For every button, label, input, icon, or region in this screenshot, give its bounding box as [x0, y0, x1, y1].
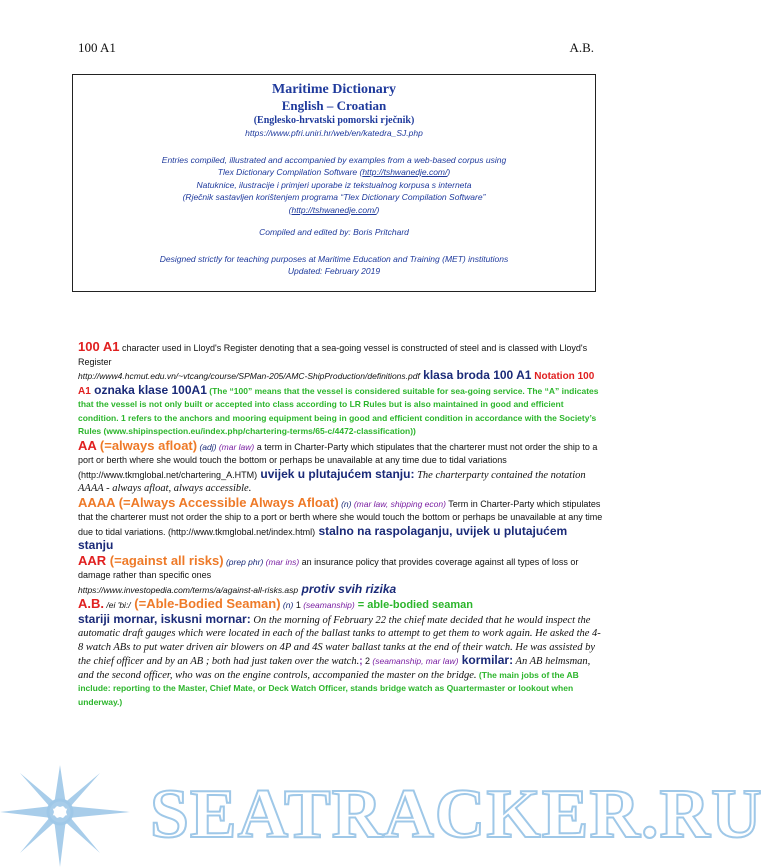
- sense-separator: ;: [359, 656, 363, 667]
- headword: A.B.: [78, 596, 104, 611]
- watermark: [0, 745, 763, 867]
- expansion: (=Always Accessible Always Afloat): [115, 494, 339, 510]
- title-box: [72, 74, 596, 292]
- tlex-link[interactable]: http://tshwanedje.com/: [362, 167, 448, 177]
- dictionary-subtitle-hr: (Englesko-hrvatski pomorski rječnik): [253, 115, 415, 126]
- sense-number-1: 1: [293, 600, 301, 610]
- intro-line-4: (Rječnik sastavljen korištenjem programa “Tlex Dictionary Compilation Software”: [182, 192, 486, 202]
- pronunciation: /ei 'bi:/: [104, 600, 131, 610]
- part-of-speech: (n): [338, 498, 352, 509]
- translation: klasa broda 100 A1: [419, 368, 532, 382]
- example-1: On the morning of February 22 the chief mate decided that he would inspect the automatic draft gauges which were located in each of the ballast tanks to attempt to get them to work again. He asked the 4-8 watch ABs to put water driven air blowers on 4P and 4S water ballast tanks at the end of their watch. He was assisted by the chief officer and by an AB ; both had just taken over the watch.: [78, 614, 601, 667]
- definition: an insurance policy that provides coverage against all types of loss or damage rather than specific ones: [78, 556, 579, 580]
- entry-ab: [78, 597, 604, 709]
- translation-2: oznaka klase 100A1: [90, 382, 207, 397]
- tlex-link-2[interactable]: http://tshwanedje.com/: [291, 204, 377, 215]
- updated-date: Updated: February 2019: [287, 266, 381, 276]
- source-url[interactable]: https://www.investopedia.com/terms/a/against-all-risks.asp: [78, 584, 299, 595]
- sense-number-2: 2: [362, 656, 371, 666]
- expansion: (=Able-Bodied Seaman): [130, 596, 281, 611]
- running-header-left: 100 A1: [78, 40, 116, 55]
- department-url[interactable]: https://www.pfri.uniri.hr/web/en/katedra_SJ.php: [245, 128, 423, 138]
- definition: Term in Charter-Party which stipulates that the charterer must not order the ship to a port or berth where she would touch the bottom or perhaps be unavailable at any time due to tidal variations. (http://www.tkmglobal.net/index.html): [78, 498, 603, 537]
- part-of-speech: (adj): [197, 441, 217, 452]
- field-label: (mar law): [216, 441, 255, 452]
- intro-line-5: (http://tshwanedje.com/): [288, 204, 380, 215]
- usage-note: (The “100” means that the vessel is considered suitable for sea-going service. The “A” indicates that the vessel is not only built or accepted into class according to LR Rules but is also maintained in good and efficient condition. 1 refers to the anchors and mooring equipment being in good and efficient condition in accordance with the Society’s Rules (www.shipinspection.eu/index.php/chartering-terms/65-c/4472-classification)): [78, 385, 599, 436]
- entry-100-a1: [78, 340, 604, 439]
- headword: AA: [78, 437, 97, 453]
- expansion: (=against all risks): [106, 552, 224, 568]
- translation: protiv svih rizika: [298, 581, 397, 596]
- designed-for: Designed strictly for teaching purposes at Maritime Education and Training (MET) institutions: [159, 253, 509, 264]
- entry-aa: [78, 439, 604, 496]
- expansion: (=always afloat): [96, 437, 198, 453]
- entry-aaaa: [78, 496, 604, 554]
- dictionary-title: Maritime Dictionary: [271, 82, 396, 97]
- translation: stalno na raspolaganju, uvijek u plutajućem stanju: [78, 523, 568, 552]
- headword: AAAA: [78, 494, 116, 510]
- example-2: An AB helmsman, and the second officer, who was on the engine controls, accompanied the master on the bridge.: [78, 656, 591, 681]
- usage-note: (The main jobs of the AB include: reporting to the Master, Chief Mate, or Deck Watch Officer, stands bridge watch as Quartermaster or lookout when underway.): [78, 669, 579, 707]
- dictionary-body: [78, 340, 604, 709]
- field-label-2: (seamanship, mar law): [370, 656, 459, 666]
- field-label: (mar law, shipping econ): [351, 498, 446, 509]
- dictionary-subtitle: English – Croatian: [281, 98, 387, 113]
- translation-2: kormilar:: [458, 653, 514, 667]
- equivalent: = able-bodied seaman: [354, 599, 473, 611]
- definition: character used in Lloyd's Register denoting that a sea-going vessel is constructed of steel and is classed with Lloyd's Register: [78, 343, 588, 367]
- part-of-speech: (n): [280, 600, 294, 610]
- example: The charterparty contained the notation AAAA - always afloat, always accessible.: [78, 469, 586, 494]
- translation: uvijek u plutajućem stanju:: [257, 466, 415, 481]
- field-label: (mar ins): [263, 556, 300, 567]
- compass-rose-icon: [0, 745, 170, 867]
- intro-line-2: Tlex Dictionary Compilation Software (http://tshwanedje.com/): [217, 167, 451, 177]
- definition: a term in Charter-Party which stipulates that the charterer must not order the ship to a port or berth where she would touch the bottom or perhaps be unavailable at any time due to tidal variations (http://www.tkmglobal.net/chartering_A.HTM): [78, 441, 598, 480]
- headword: AAR: [78, 552, 107, 568]
- notation-label: Notation 100 A1: [78, 371, 595, 397]
- entry-aar: [78, 554, 604, 598]
- intro-line-3: Natuknice, ilustracije i primjeri uporabe iz tekstualnog korpusa s interneta: [196, 179, 472, 190]
- source-url[interactable]: http://www4.hcmut.edu.vn/~vtcang/course/SPMan-205/AMC-ShipProduction/definitions.pdf: [78, 371, 420, 381]
- translation-1: stariji mornar, iskusni mornar:: [78, 611, 251, 626]
- watermark-text: SEATRACKER.RU: [150, 776, 763, 853]
- compiled-by: Compiled and edited by: Boris Pritchard: [259, 227, 409, 237]
- headword: 100 A1: [78, 339, 120, 354]
- field-label-1: (seamanship): [300, 600, 355, 610]
- intro-line-1: Entries compiled, illustrated and accompanied by examples from a web-based corpus using: [161, 154, 507, 165]
- running-header-right: A.B.: [569, 40, 594, 55]
- part-of-speech: (prep phr): [223, 556, 264, 567]
